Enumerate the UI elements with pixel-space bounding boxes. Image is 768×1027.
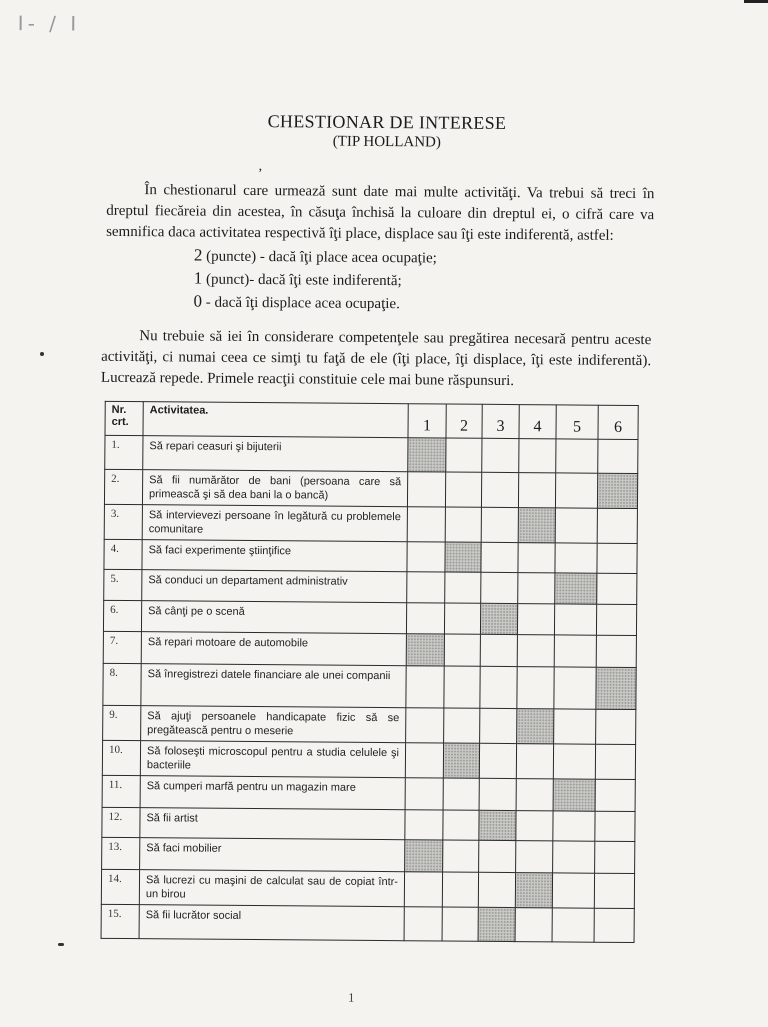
row-activity: Să repari ceasuri şi bijuterii	[143, 436, 408, 472]
header-col-6: 6	[598, 405, 638, 439]
header-col-3: 3	[482, 404, 519, 438]
answer-cell	[444, 603, 480, 634]
scan-speck	[58, 943, 64, 946]
answer-cell	[407, 572, 445, 603]
scoring-legend	[193, 245, 436, 316]
answer-cell	[553, 744, 595, 779]
table-row	[104, 469, 637, 508]
scoring-value: 2	[193, 245, 203, 265]
answer-box-shaded[interactable]	[596, 667, 636, 709]
answer-cell	[406, 603, 444, 634]
answer-cell	[555, 473, 597, 508]
corner-edge-mark	[744, 0, 768, 3]
row-activity: Să faci experimente ştiinţifice	[142, 540, 407, 572]
answer-box-shaded[interactable]	[443, 743, 479, 778]
row-activity: Să fii lucrător social	[139, 905, 404, 941]
row-activity: Să intervievezi persoane în legătură cu problemele comunitare	[142, 505, 407, 542]
answer-cell	[481, 542, 518, 572]
answer-cell	[554, 667, 596, 709]
scoring-text: - dacă îţi displace acea ocupaţie.	[201, 294, 400, 313]
table-row	[102, 807, 635, 841]
answer-cell	[516, 744, 553, 779]
answer-cell	[596, 709, 636, 744]
table-body	[101, 435, 638, 942]
answer-cell	[444, 634, 480, 666]
answer-cell	[554, 709, 596, 744]
answer-box-shaded[interactable]	[515, 873, 552, 908]
answer-cell	[554, 635, 596, 667]
table-row	[102, 740, 635, 779]
page-subtitle: (TIP HOLLAND)	[332, 133, 441, 151]
answer-box-shaded[interactable]	[445, 542, 481, 572]
answer-cell	[517, 635, 554, 667]
answer-cell	[479, 840, 516, 872]
answer-cell	[556, 439, 598, 473]
answer-cell	[596, 635, 636, 667]
answer-cell	[481, 572, 518, 603]
answer-cell	[594, 908, 634, 942]
row-number: 15.	[101, 904, 139, 938]
answer-cell	[598, 439, 638, 473]
scoring-text: (puncte) - dacă îţi place acea ocupaţie;	[202, 248, 437, 267]
answer-cell	[517, 667, 554, 709]
answer-box-shaded[interactable]	[405, 840, 443, 872]
instructions-paragraph	[101, 326, 651, 393]
scoring-line	[193, 291, 436, 316]
answer-cell	[595, 744, 635, 779]
answer-cell	[516, 779, 553, 811]
table-row	[101, 904, 634, 942]
table-header-row	[105, 401, 638, 439]
answer-cell	[481, 507, 518, 542]
answer-cell	[404, 872, 442, 907]
answer-cell	[480, 666, 517, 708]
row-activity: Să faci mobilier	[140, 838, 405, 872]
table-row	[104, 539, 637, 573]
scoring-value: 0	[193, 291, 203, 311]
table-row	[103, 663, 636, 709]
answer-cell	[446, 438, 482, 472]
row-number: 8.	[103, 663, 141, 705]
answer-cell	[595, 779, 635, 811]
answer-cell	[443, 778, 479, 810]
row-number: 6.	[103, 600, 141, 631]
row-activity: Să cânţi pe o scenă	[141, 601, 406, 634]
answer-cell	[480, 708, 517, 743]
answer-box-shaded[interactable]	[597, 473, 637, 508]
answer-cell	[595, 811, 635, 841]
row-activity: Să fii numărător de bani (persoana care să primească şi să dea bani la o bancă)	[142, 470, 407, 507]
row-activity: Să ajuţi persoanele handicapate fizic să se pregătească pentru o meserie	[141, 706, 406, 743]
table-row	[105, 435, 638, 473]
intro-text: În chestionarul care urmează sunt date mai multe activităţi. Va trebui să treci în dreptul fiecăreia din acestea, în căsuţa închisă la culoare din dreptul ei, o cifră care va semnifica daca activitatea respectivă îţi place, displace sau îţi este indiferentă, astfel:	[106, 182, 655, 244]
row-activity: Să cumperi marfă pentru un magazin mare	[140, 776, 405, 810]
answer-box-shaded[interactable]	[553, 779, 595, 811]
header-col-4: 4	[519, 405, 556, 439]
answer-cell	[517, 604, 554, 635]
answer-box-shaded[interactable]	[480, 603, 517, 634]
row-number: 9.	[103, 705, 141, 740]
answer-box-shaded[interactable]	[517, 709, 554, 744]
answer-cell	[479, 743, 516, 778]
answer-cell	[518, 473, 555, 508]
answer-cell	[553, 811, 595, 841]
answer-cell	[597, 543, 637, 573]
header-nr: Nr. crt.	[105, 401, 143, 435]
page-number: 1	[348, 989, 355, 1005]
answer-box-shaded[interactable]	[478, 907, 515, 941]
table-row	[102, 837, 635, 873]
row-activity: Să conduci un departament administrativ	[142, 570, 407, 603]
header-col-5: 5	[556, 405, 598, 439]
answer-cell	[442, 907, 478, 941]
answer-box-shaded[interactable]	[555, 573, 597, 604]
answer-cell	[442, 872, 478, 907]
table-row	[103, 705, 636, 744]
answer-cell	[404, 907, 442, 941]
answer-cell	[595, 841, 635, 873]
answer-cell	[445, 472, 481, 507]
answer-cell	[482, 438, 519, 472]
answer-cell	[515, 908, 552, 942]
row-number: 10.	[102, 740, 140, 775]
answer-cell	[405, 810, 443, 840]
answer-box-shaded[interactable]	[479, 810, 516, 840]
table-row	[103, 631, 636, 667]
answer-cell	[555, 543, 597, 573]
scoring-value: 1	[193, 268, 203, 288]
answer-cell	[597, 573, 637, 604]
answer-cell	[407, 542, 445, 572]
answer-cell	[444, 708, 480, 743]
row-activity: Să lucrezi cu maşini de calculat sau de copiat într-un birou	[139, 870, 404, 907]
answer-cell	[445, 572, 481, 603]
answer-cell	[480, 634, 517, 666]
row-number: 13.	[102, 837, 140, 869]
answer-cell	[405, 743, 443, 778]
answer-cell	[552, 908, 594, 942]
row-number: 11.	[102, 775, 140, 807]
row-number: 4.	[104, 539, 142, 569]
corner-scribble: I- / I	[17, 11, 81, 36]
stray-comma-mark: ,	[258, 159, 263, 175]
answer-cell	[444, 666, 480, 708]
answer-cell	[405, 778, 443, 810]
intro-paragraph	[106, 180, 654, 247]
answer-cell	[445, 507, 481, 542]
answer-cell	[518, 573, 555, 604]
table-row	[101, 869, 634, 908]
answer-cell	[519, 439, 556, 473]
row-number: 2.	[104, 469, 142, 504]
scoring-line	[194, 245, 437, 270]
answer-box-shaded[interactable]	[406, 634, 444, 666]
answer-cell	[407, 507, 445, 542]
row-number: 12.	[102, 807, 140, 837]
row-number: 5.	[104, 569, 142, 600]
answer-cell	[552, 873, 594, 908]
answer-cell	[596, 604, 636, 635]
row-number: 1.	[105, 435, 143, 469]
answer-cell	[406, 666, 444, 708]
row-number: 7.	[103, 631, 141, 663]
answer-cell	[555, 508, 597, 543]
row-activity: Să foloseşti microscopul pentru a studia celulele şi bacteriile	[140, 741, 405, 778]
answer-cell	[597, 508, 637, 543]
row-activity: Să repari motoare de automobile	[141, 632, 406, 666]
instructions-text: Nu trebuie să iei în considerare competenţele sau pregătirea necesară pentru aceste activităţi, ci numai ceea ce simţi tu faţă de ele (îţi place, îţi displace, îţi este indiferentă). Lucrează repede. Primele reacţii constituie cele mai bune răspunsuri.	[100, 328, 652, 390]
answer-cell	[407, 472, 445, 507]
header-col-1: 1	[408, 404, 446, 438]
row-number: 14.	[101, 869, 139, 904]
scan-speck	[40, 352, 44, 356]
table-row	[103, 600, 636, 635]
answer-box-shaded[interactable]	[518, 508, 555, 543]
scoring-line	[194, 268, 437, 293]
table-row	[102, 775, 635, 811]
questionnaire-table	[101, 401, 639, 943]
table-row	[104, 569, 637, 604]
answer-cell	[443, 810, 479, 840]
answer-cell	[594, 873, 634, 908]
answer-box-shaded[interactable]	[408, 438, 446, 472]
answer-cell	[478, 872, 515, 907]
row-activity: Să înregistrezi datele financiare ale unei companii	[141, 664, 406, 708]
answer-cell	[479, 778, 516, 810]
scoring-text: (punct)- dacă îţi este indiferentă;	[202, 271, 402, 290]
answer-cell	[443, 840, 479, 872]
row-activity: Să fii artist	[140, 808, 405, 840]
table-row	[104, 504, 637, 543]
row-number: 3.	[104, 504, 142, 539]
header-activity: Activitatea.	[143, 402, 408, 438]
answer-cell	[481, 472, 518, 507]
answer-cell	[516, 841, 553, 873]
answer-cell	[516, 811, 553, 841]
answer-cell	[406, 708, 444, 743]
answer-cell	[554, 604, 596, 635]
page-title: CHESTIONAR DE INTERESE	[267, 111, 507, 133]
answer-cell	[518, 543, 555, 573]
answer-cell	[553, 841, 595, 873]
header-col-2: 2	[446, 404, 482, 438]
